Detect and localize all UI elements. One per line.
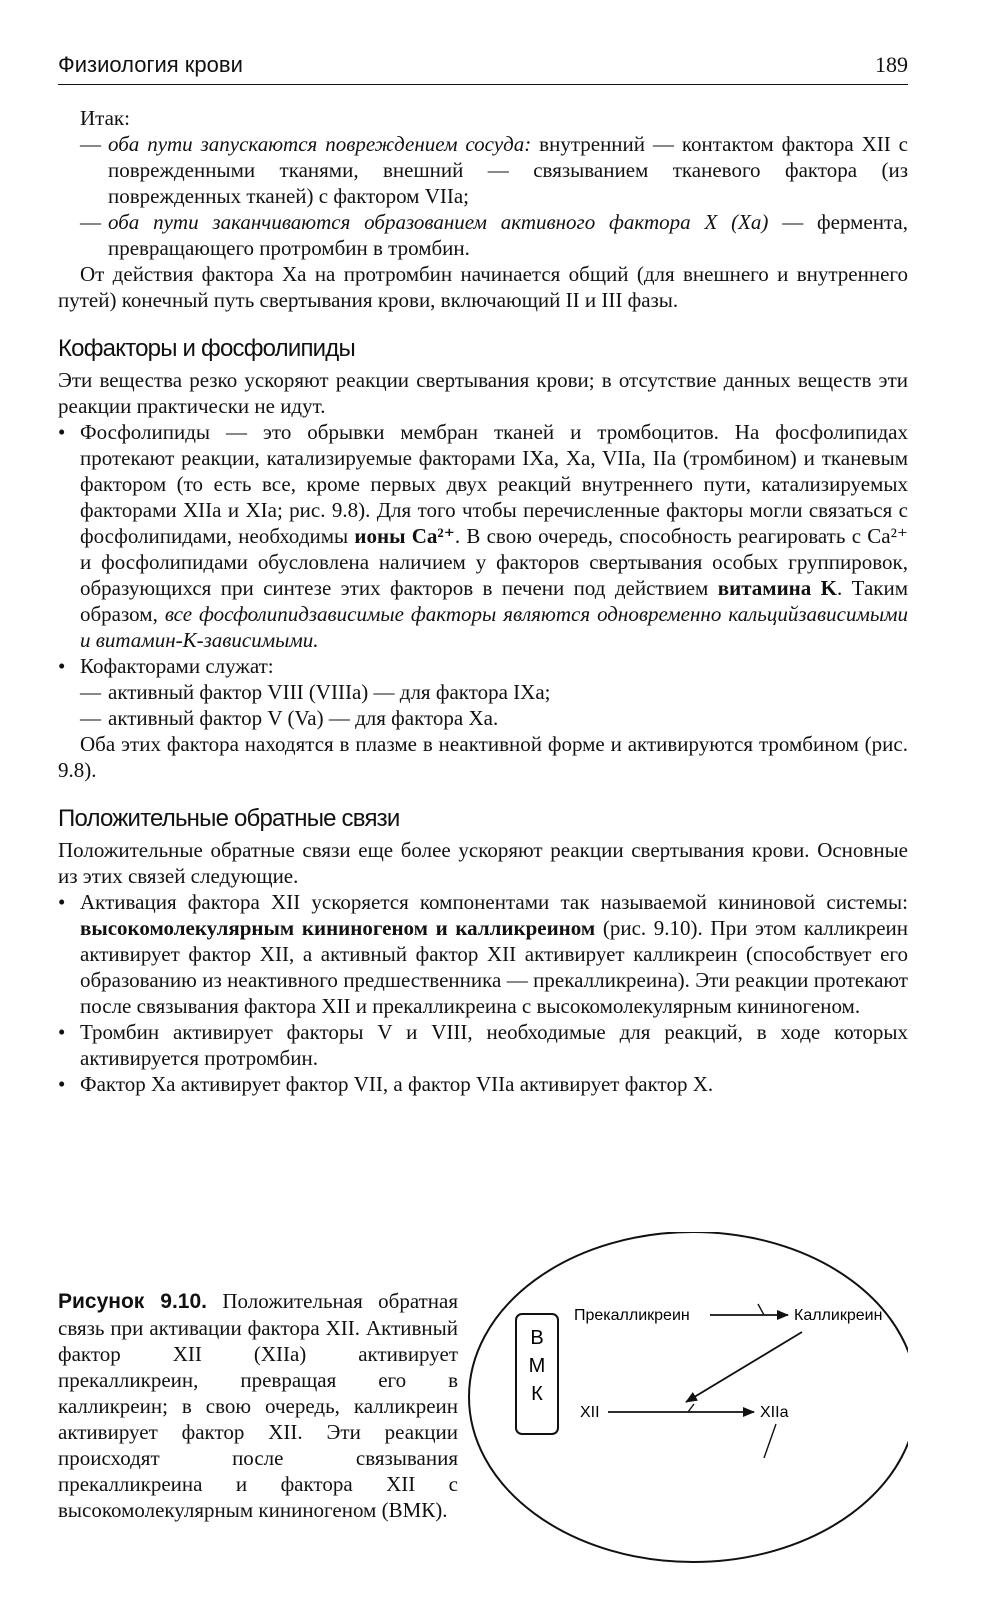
bold-run: витамина K — [717, 576, 837, 600]
intro-item-2-italic: оба пути заканчиваются образованием активного фактора X (Xa) — [108, 210, 769, 234]
intro-lead: Итак: — [80, 106, 130, 130]
bmk-letter: В — [530, 1327, 544, 1349]
arrow-tick — [688, 1404, 694, 1412]
kallikrein-label: Калликреин — [794, 1307, 883, 1324]
intro-item-2 — [58, 209, 908, 261]
text-run: Фосфолипиды — это обрывки мембран тканей и тромбоцитов. На фосфолипидах протекают реакции, катализируемые факторами IXa, Xa, VIIa, IIa (тромбином) и тканевым фактором (то есть все, кроме первых двух реакций внутреннего пути, катализируемых факторами XIIa и XIa; рис. 9.8). Для того чтобы перечисленные факторы могли связаться с фосфолипидами, необходимы — [80, 420, 908, 548]
bold-run: ионы Ca²⁺ — [354, 524, 455, 548]
section-1-lead: Эти вещества резко ускоряют реакции свертывания крови; в отсутствие данных веществ эти реакции практически не идут. — [58, 368, 908, 418]
text-run: Кофакторами служат: — [80, 654, 274, 678]
italic-run: все фосфолипидзависимые факторы являются одновременно кальцийзависимыми и витамин-K-зависимыми. — [80, 602, 908, 652]
figure-area — [58, 1232, 908, 1572]
bullet-mark: • — [58, 890, 66, 914]
text-run: . В свою очередь, способность реагировать с Ca²⁺ и фосфолипидами обусловлена наличием у факторов свертывания особых группировок, образующихся при синтезе этих факторов в печени под действием — [80, 524, 908, 600]
bmk-letter: М — [528, 1355, 546, 1377]
page-number: 189 — [875, 52, 908, 77]
section-heading-feedback: Положительные обратные связи — [58, 805, 400, 832]
caption-text: Положительная обратная связь при активации фактора XII. Активный фактор XII (XIIa) активирует прекалликреин, превращая его в калликреин; в свою очередь, калликреин активирует фактор XII. Эти реакции происходят после связывания прекалликреина и фактора XII с высокомолекулярным кининогеном (ВМК). — [58, 1289, 458, 1522]
bullet-mark: • — [58, 420, 66, 444]
text-run: активный фактор V (Va) — для фактора Xa. — [108, 706, 499, 730]
text-run: (рис. 9.10). При этом калликреин активирует фактор XII, а активный фактор XII активирует калликреин (способствует его образованию из неактивного предшественника — прекалликреина). Эти реакции протекают после связывания фактора XII и прекалликреина с высокомолекулярным кининогеном. — [80, 916, 908, 1018]
intro-paragraph: От действия фактора Xa на протромбин начинается общий (для внешнего и внутреннего путей) конечный путь свертывания крови, включающий II и III фазы. — [58, 262, 908, 312]
section-2-bullet-1 — [58, 889, 908, 1019]
section-2-lead: Положительные обратные связи еще более ускоряют реакции свертывания крови. Основные из этих связей следующие. — [58, 838, 908, 888]
intro — [58, 105, 908, 313]
running-header — [58, 46, 908, 85]
intro-item-2-text: — фермента, превращающего протромбин в тромбин. — [108, 210, 908, 260]
section-2-bullet-2 — [58, 1019, 908, 1071]
arrow-tick — [758, 1304, 764, 1315]
xii-label: XII — [580, 1404, 600, 1421]
dash-mark: — — [80, 210, 101, 234]
dash-mark: — — [80, 706, 101, 730]
prekallikrein-label: Прекалликреин — [574, 1307, 690, 1324]
bullet-mark: • — [58, 1020, 66, 1044]
section-1-bullet-1 — [58, 419, 908, 653]
bold-run: высокомолекулярным кининогеном и калликреином — [80, 916, 596, 940]
cofactor-item-2 — [58, 705, 908, 731]
arrow-kallikrein-xii — [686, 1332, 802, 1402]
figure-9-10-diagram — [458, 1232, 908, 1572]
intro-item-1 — [58, 131, 908, 209]
bullet-mark: • — [58, 1072, 66, 1096]
text-run: Фактор Xa активирует фактор VII, а фактор VIIa активирует фактор X. — [80, 1072, 714, 1096]
text-run: Тромбин активирует факторы V и VIII, необходимые для реакций, в ходе которых активируется протромбин. — [80, 1020, 908, 1070]
leader-line — [764, 1424, 776, 1458]
page — [58, 46, 908, 1097]
section-2-bullet-3 — [58, 1071, 908, 1097]
intro-item-1-text: внутренний — контактом фактора XII с поврежденными тканями, внешний — связыванием тканевого фактора (из поврежденных тканей) с фактором VIIa; — [108, 132, 908, 208]
bullet-mark: • — [58, 654, 66, 678]
running-title: Физиология крови — [58, 52, 243, 77]
caption-label: Рисунок 9.10. — [58, 1290, 207, 1313]
cofactor-item-1 — [58, 679, 908, 705]
section-1-bullet-2 — [58, 653, 908, 679]
intro-item-1-italic: оба пути запускаются повреждением сосуда: — [108, 132, 532, 156]
dash-mark: — — [80, 132, 101, 156]
text-run: Активация фактора XII ускоряется компонентами так называемой кининовой системы: — [80, 890, 908, 914]
figure-caption — [58, 1288, 458, 1523]
xiia-label: XIIa — [760, 1404, 789, 1421]
bmk-letter: К — [531, 1383, 543, 1405]
section-heading-cofactors: Кофакторы и фосфолипиды — [58, 335, 355, 362]
dash-mark: — — [80, 680, 101, 704]
text-run: активный фактор VIII (VIIIa) — для фактора IXa; — [108, 680, 551, 704]
section-1-closing: Оба этих фактора находятся в плазме в неактивной форме и активируются тромбином (рис. 9.8). — [58, 732, 908, 782]
text-run: . Таким образом, — [80, 576, 908, 626]
